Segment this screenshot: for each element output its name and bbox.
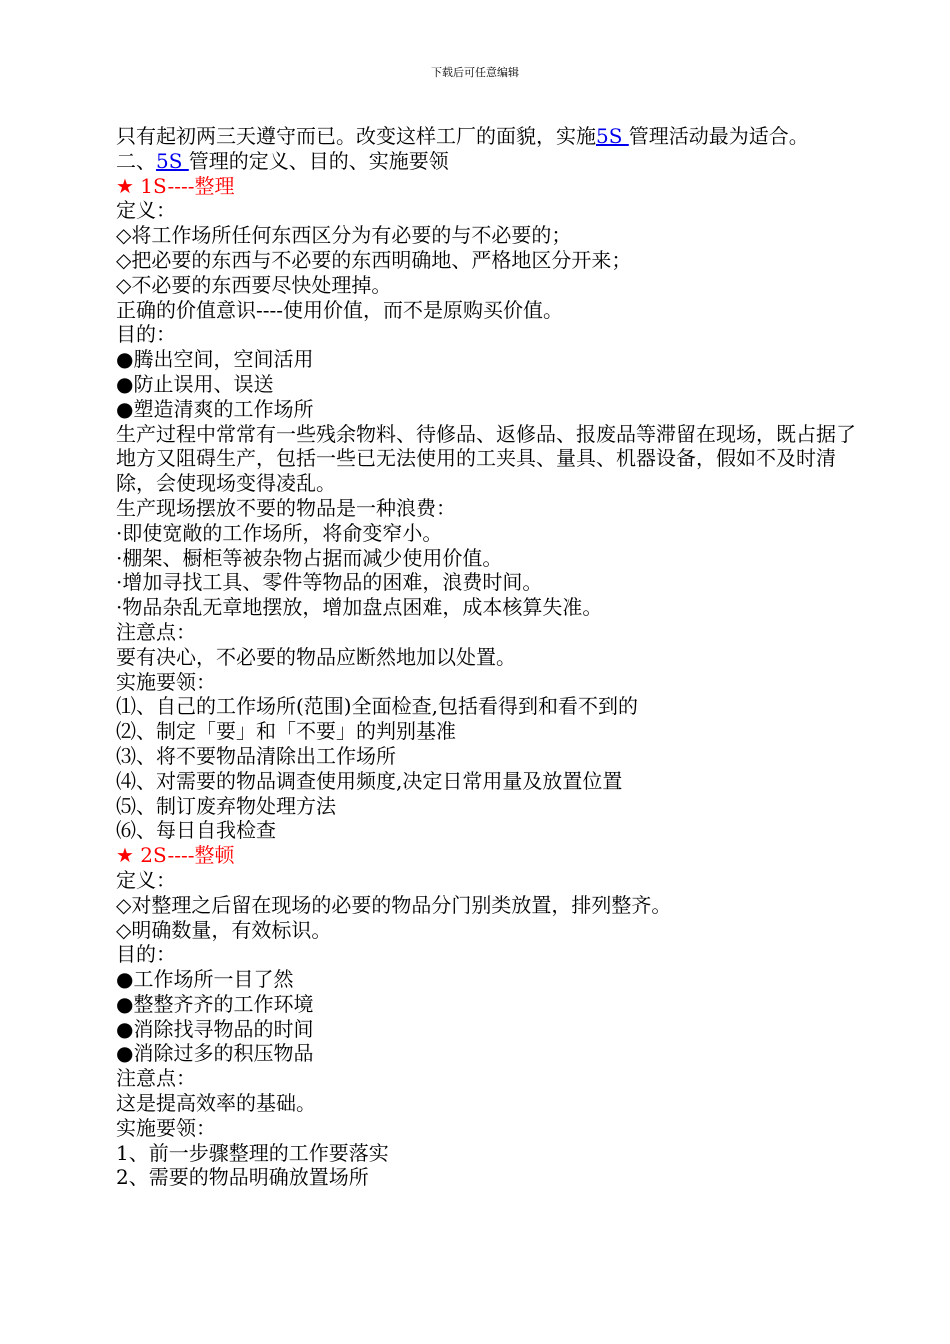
intro-text-pre: 只有起初两三天遵守而已。改变这样工厂的面貌，实施 xyxy=(116,124,596,148)
s1-note: 要有决心，不必要的物品应断然地加以处置。 xyxy=(116,644,516,669)
s2-definition-item: ◇对整理之后留在现场的必要的物品分门别类放置，排列整齐。 xyxy=(116,892,672,917)
s1-definition-label: 定义： xyxy=(116,198,176,223)
s1-purpose-item: ●防止误用、误送 xyxy=(116,371,274,396)
s1-paragraph: 生产过程中常常有一些残余物料、待修品、返修品、报废品等滞留在现场，既占据了地方又阻碍生产，包括一些已无法使用的工夹具、量具、机器设备，假如不及时清除，会使现场变得凌乱。 xyxy=(116,421,856,496)
s2-note-label: 注意点： xyxy=(116,1066,196,1091)
s1-waste-label: 生产现场摆放不要的物品是一种浪费： xyxy=(116,495,456,520)
s2-title: ★ 2S----整顿 xyxy=(116,843,235,868)
s1-title: ★ 1S----整理 xyxy=(116,173,235,198)
intro-paragraph xyxy=(116,124,856,149)
s1-step-item: ⑹、每日自我检查 xyxy=(116,818,276,843)
s1-definition-item: ◇把必要的东西与不必要的东西明确地、严格地区分开来； xyxy=(116,247,632,272)
s1-steps-label: 实施要领： xyxy=(116,669,216,694)
s1-definition-item: ◇不必要的东西要尽快处理掉。 xyxy=(116,272,392,297)
s2-purpose-label: 目的： xyxy=(116,942,176,967)
s2-step-item: 2、需要的物品明确放置场所 xyxy=(116,1165,369,1190)
document-body xyxy=(116,124,856,1190)
s1-step-item: ⑷、对需要的物品调查使用频度,决定日常用量及放置位置 xyxy=(116,768,623,793)
s1-note-label: 注意点： xyxy=(116,619,196,644)
s2-steps-label: 实施要领： xyxy=(116,1115,216,1140)
5s-link[interactable]: 5S xyxy=(156,148,189,173)
s1-value-line: 正确的价值意识----使用价值，而不是原购买价值。 xyxy=(116,297,564,322)
s1-step-item: ⑶、将不要物品清除出工作场所 xyxy=(116,743,396,768)
page-header: 下载后可任意编辑 xyxy=(431,66,519,79)
s1-waste-item: ·物品杂乱无章地摆放，增加盘点困难，成本核算失准。 xyxy=(116,595,603,620)
s1-step-item: ⑸、制订废弃物处理方法 xyxy=(116,793,336,818)
intro-text-post: 管理活动最为适合。 xyxy=(628,124,809,148)
s1-purpose-item: ●腾出空间，空间活用 xyxy=(116,347,314,372)
s2-definition-item: ◇明确数量，有效标识。 xyxy=(116,917,332,942)
s1-waste-item: ·即使宽敞的工作场所，将俞变窄小。 xyxy=(116,520,443,545)
s2-purpose-item: ●消除找寻物品的时间 xyxy=(116,1016,314,1041)
section-heading xyxy=(116,149,856,174)
s1-definition-item: ◇将工作场所任何东西区分为有必要的与不必要的； xyxy=(116,223,572,248)
s2-purpose-item: ●工作场所一目了然 xyxy=(116,967,294,992)
5s-link[interactable]: 5S xyxy=(596,124,629,148)
s1-purpose-label: 目的： xyxy=(116,322,176,347)
section-heading-post: 管理的定义、目的、实施要领 xyxy=(188,148,449,173)
s1-purpose-item: ●塑造清爽的工作场所 xyxy=(116,396,314,421)
s2-purpose-item: ●整整齐齐的工作环境 xyxy=(116,991,314,1016)
s1-waste-item: ·增加寻找工具、零件等物品的困难，浪费时间。 xyxy=(116,570,543,595)
s1-step-item: ⑵、制定「要」和「不要」的判别基准 xyxy=(116,719,456,744)
s2-step-item: 1、前一步骤整理的工作要落实 xyxy=(116,1140,389,1165)
s1-step-item: ⑴、自己的工作场所(范围)全面检查,包括看得到和看不到的 xyxy=(116,694,638,719)
section-heading-pre: 二、 xyxy=(116,148,156,173)
s2-definition-label: 定义： xyxy=(116,867,176,892)
s1-waste-item: ·棚架、橱柜等被杂物占据而减少使用价值。 xyxy=(116,545,503,570)
s2-note: 这是提高效率的基础。 xyxy=(116,1091,316,1116)
s2-purpose-item: ●消除过多的积压物品 xyxy=(116,1041,314,1066)
